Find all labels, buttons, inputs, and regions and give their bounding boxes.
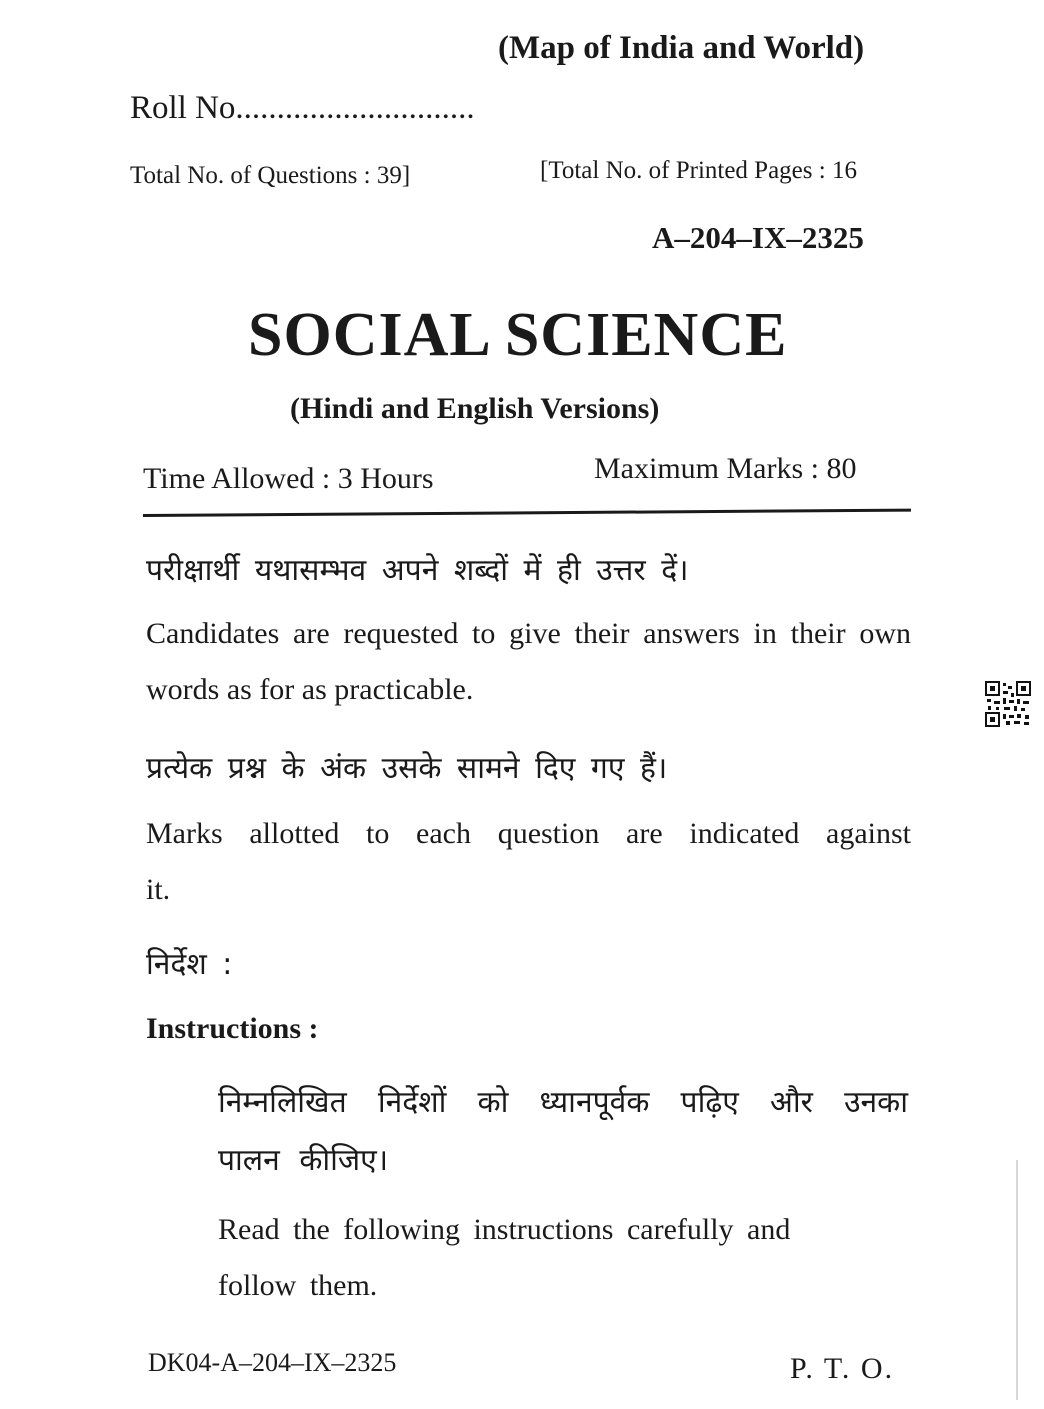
scan-edge-mark [1016,1160,1018,1400]
english-instruction-line-1: Read the following instructions carefully and [218,1213,791,1246]
subject-title: SOCIAL SCIENCE [248,301,788,369]
hindi-instruction: निम्नलिखित निर्देशों को ध्यानपूर्वक पढ़िए और उनका पालन कीजिए। [218,1085,908,1178]
hindi-directions-label: निर्देश : [146,947,233,982]
hindi-marks-note: प्रत्येक प्रश्न के अंक उसके सामने दिए गए हैं। [146,751,668,786]
english-answer-note: Candidates are requested to give their answers in their own words as for as practicable. [146,617,911,706]
english-marks-note: Marks allotted to each question are indicated against it. [146,817,911,906]
instructions-heading: Instructions : [146,1012,319,1045]
map-note: (Map of India and World) [498,30,865,66]
footer-code: DK04-A–204–IX–2325 [148,1348,397,1377]
total-printed-pages: [Total No. of Printed Pages : 16 [540,157,857,184]
maximum-marks: Maximum Marks : 80 [594,452,857,485]
english-instruction [218,1202,908,1314]
roll-number-field: Roll No............................. [130,90,475,126]
versions-note: (Hindi and English Versions) [290,392,660,425]
hindi-answer-note: परीक्षार्थी यथासम्भव अपने शब्दों में ही उत्तर दें। [146,553,689,588]
time-allowed: Time Allowed : 3 Hours [143,462,434,495]
pto-label: P. T. O. [790,1352,895,1385]
english-instruction-line-2: follow them. [218,1269,378,1302]
qr-code-icon [984,680,1032,728]
total-questions: Total No. of Questions : 39] [130,162,411,189]
header-divider [143,509,911,517]
paper-code: A–204–IX–2325 [652,220,864,255]
